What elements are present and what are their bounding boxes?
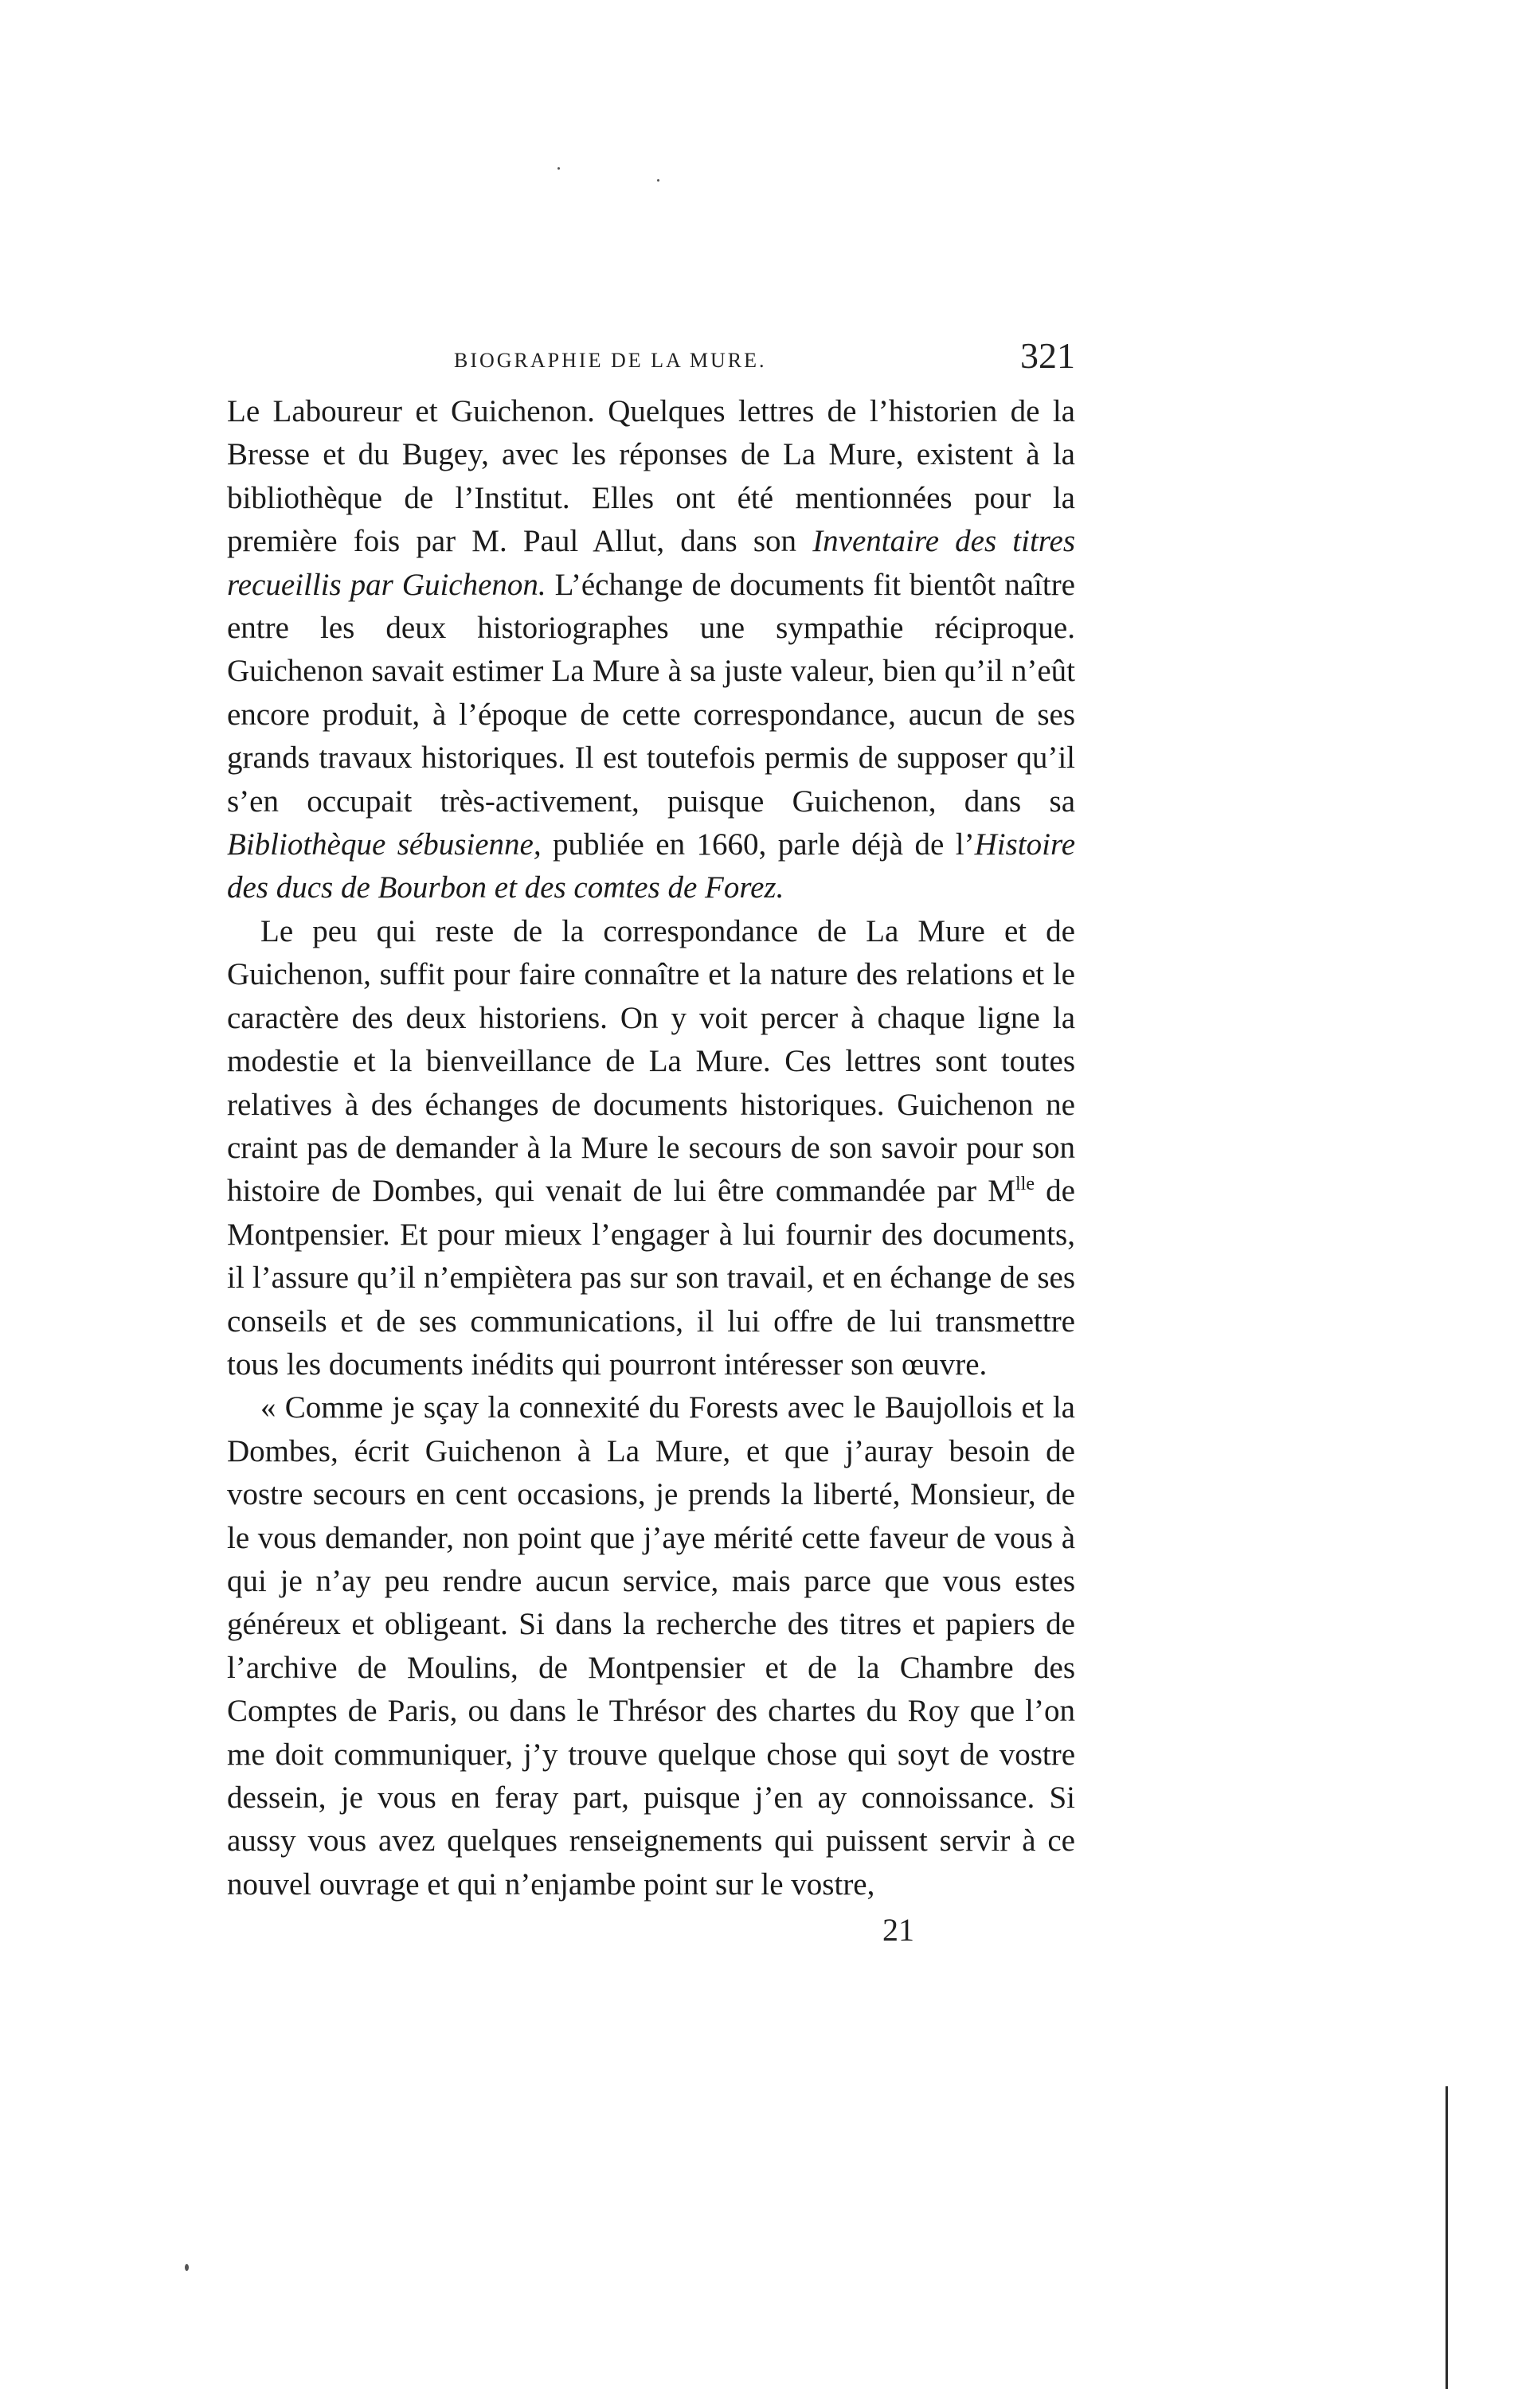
ink-speck: [185, 2264, 189, 2271]
text-run: « Comme je sçay la connexité du Forests avec le Baujollois et la Dombes, écrit Guichenon à La Mure, et que j’auray besoin de vostre secours en cent occasions, je prends la liberté, Monsieur, de le vous demander, non point que j’aye mérité cette faveur de vous à qui je n’ay peu rendre aucun service, mais parce que vous estes généreux et obligeant. Si dans la recherche des titres et papiers de l’archive de Moulins, de Montpensier et de la Chambre des Comptes de Paris, ou dans le Thrésor des chartes du Roy que l’on me doit communiquer, j’y trouve quelque chose qui soyt de vostre dessein, je vous en feray part, puisque j’en ay connoissance. Si aussy vous avez quelques renseignements qui puissent servir à ce nouvel ouvrage et qui n’enjambe point sur le vostre,: [227, 1390, 1075, 1902]
text-run: L’échange de documents fit bientôt naître entre les deux historiographes une sympathie réciproque. Guichenon savait estimer La Mure à sa juste valeur, bien qu’il n’eût encore produit, à l’époque de cette correspondance, aucun de ses grands travaux historiques. Il est toutefois permis de supposer qu’il s’en occupait très-activement, puisque Guichenon, dans sa: [227, 567, 1075, 819]
text-run: Le Laboureur et Guichenon. Quelques lettres de l’historien de la Bresse et du Bugey, avec les réponses de La Mure, existent à la bibliothèque de l’Institut. Elles ont été mentionnées pour la première fois par M. Paul Allut, dans son: [227, 394, 1075, 559]
paragraph: [227, 910, 1075, 1386]
text-run: publiée en 1660, parle déjà de l’: [541, 827, 975, 862]
superscript: lle: [1015, 1174, 1035, 1195]
italic-title: Bibliothèque sébusienne,: [227, 827, 542, 862]
italic-title: Inventaire des titres recueillis par Guichenon.: [227, 524, 1075, 602]
scan-edge-line: [1446, 2086, 1448, 2389]
ink-speck: [557, 167, 560, 170]
page-number: 321: [1020, 335, 1075, 376]
italic-title: Histoire des ducs de Bourbon et des comtes de Forez.: [227, 827, 1075, 905]
text-run: Le peu qui reste de la correspondance de La Mure et de Guichenon, suffit pour faire connaître et la nature des relations et le caractère des deux historiens. On y voit percer à chaque ligne la modestie et la bienveillance de La Mure. Ces lettres sont toutes relatives à des échanges de documents historiques. Guichenon ne craint pas de demander à la Mure le secours de son savoir pour son histoire de Dombes, qui venait de lui être commandée par M: [227, 913, 1075, 1209]
signature-mark: 21: [882, 1912, 914, 1948]
running-head: BIOGRAPHIE DE LA MURE.: [454, 349, 767, 372]
paragraph: [227, 1386, 1075, 1906]
text-run: de Montpensier. Et pour mieux l’engager à lui fournir des documents, il l’assure qu’il n’empiètera pas sur son travail, et en échange de ses conseils et de ses communications, il lui offre de lui transmettre tous les documents inédits qui pourront intéresser son œuvre.: [227, 1174, 1075, 1382]
body-text: [227, 390, 1075, 1906]
paragraph: [227, 390, 1075, 910]
ink-speck: [657, 179, 659, 182]
page-header: [227, 333, 1075, 381]
